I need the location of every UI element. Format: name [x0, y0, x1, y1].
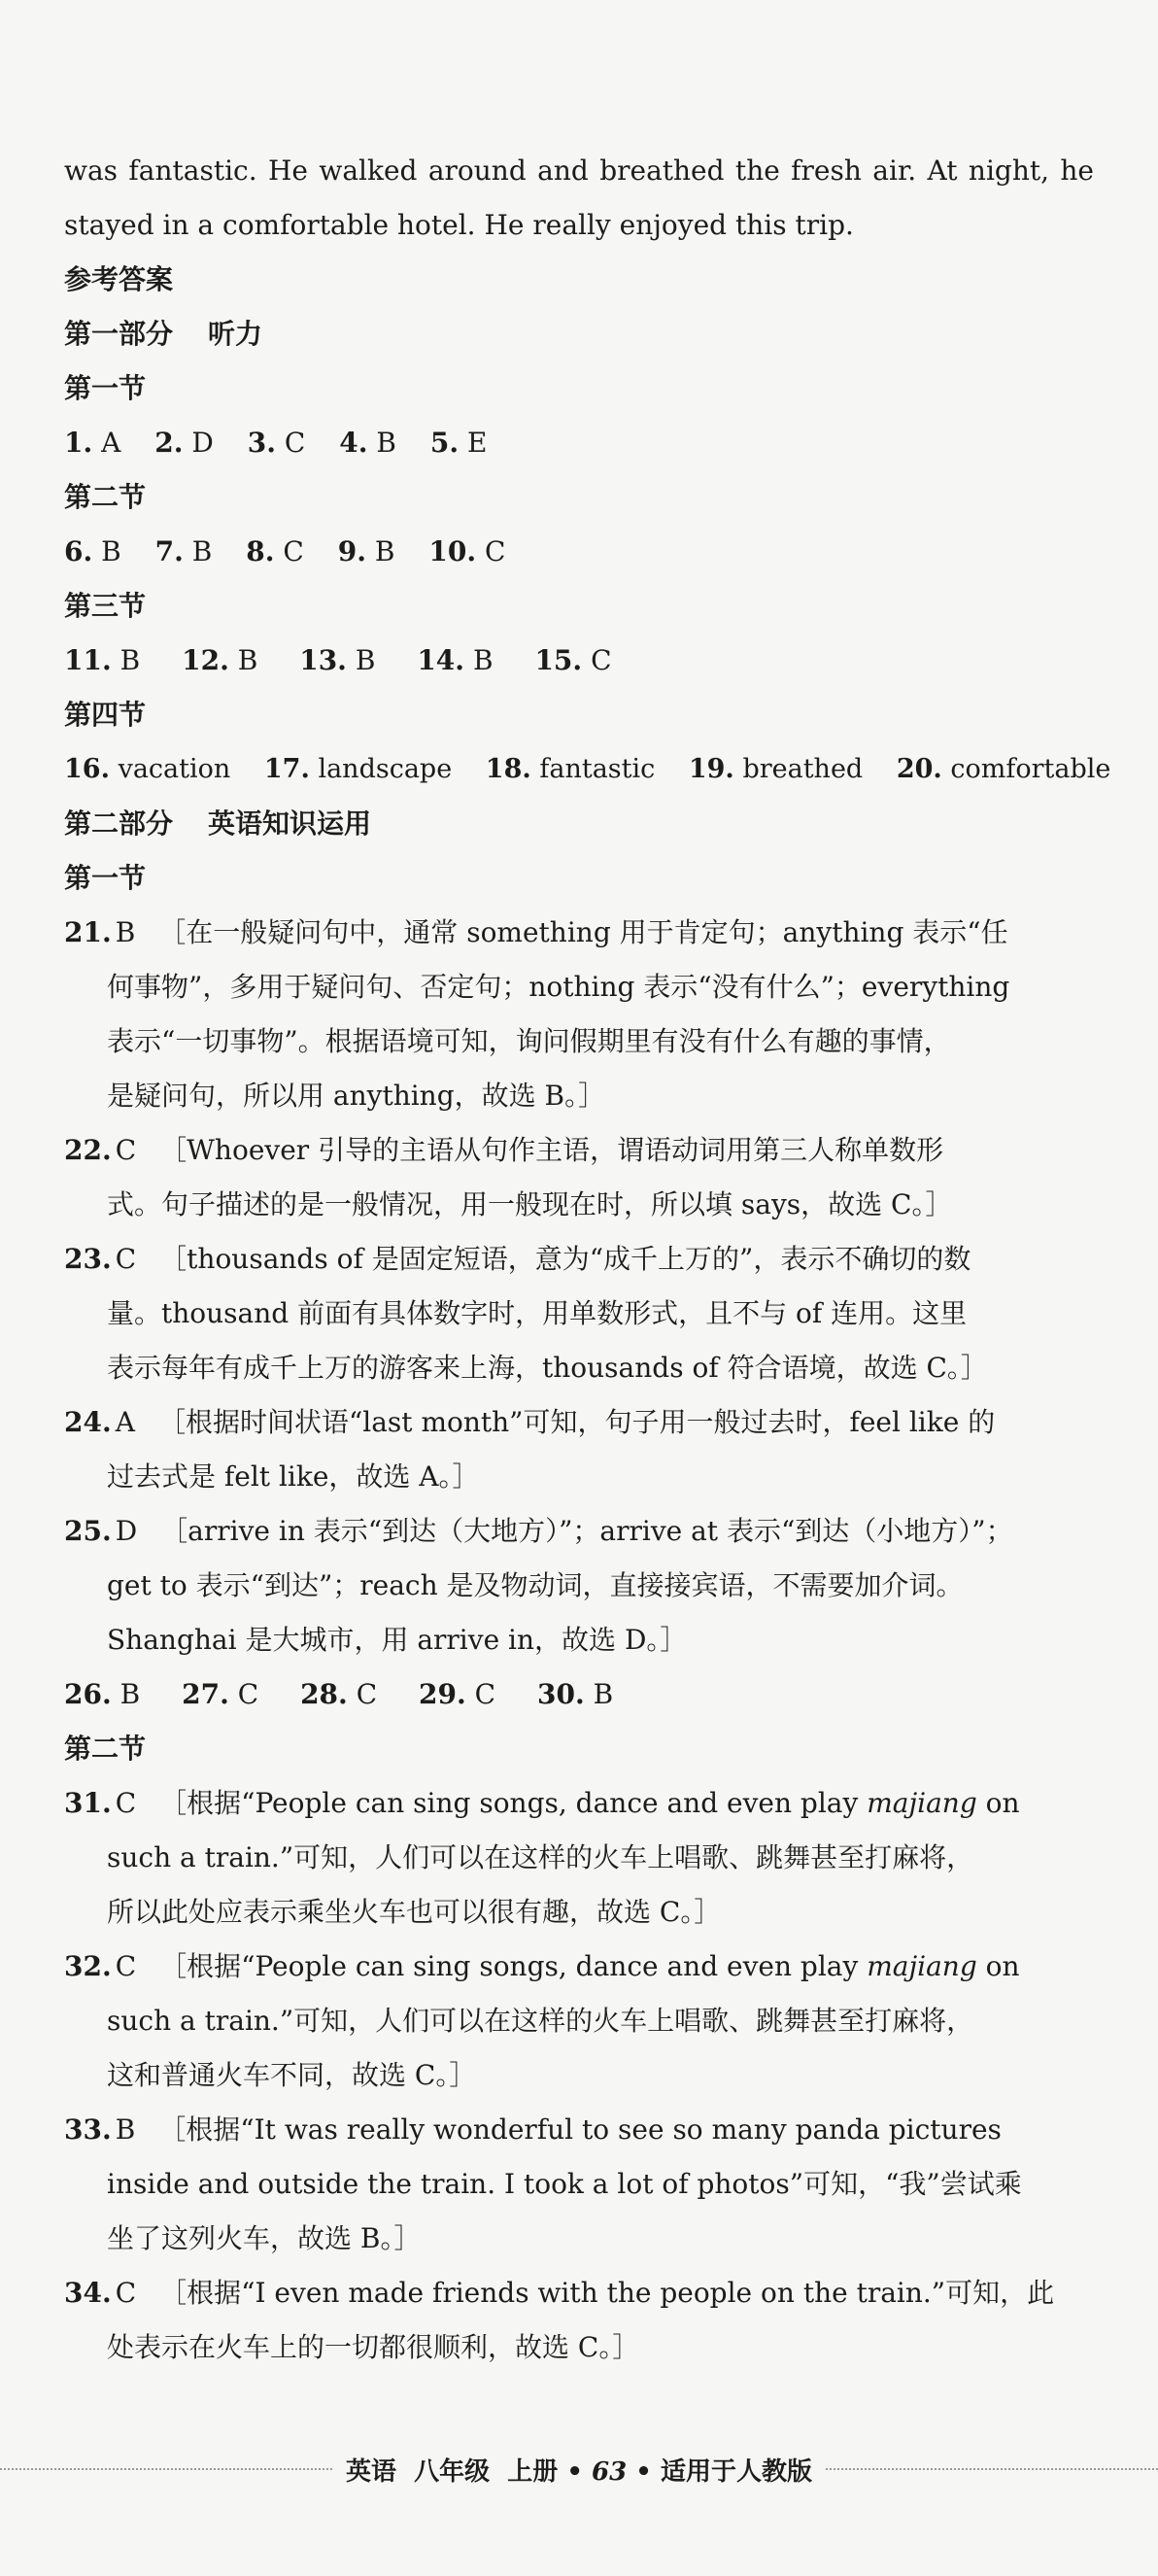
explanation-line: ［根据“I even made friends with the people on the train.”可知，此: [159, 2277, 1055, 2309]
explanation-line: on: [976, 1950, 1020, 1982]
section-heading: 第三节: [64, 590, 147, 622]
explanation-line: 过去式是 felt like，故选 A。］: [107, 1460, 480, 1493]
answer-item: 17. landscape: [263, 754, 453, 784]
explanation-line: ［arrive in 表示“到达（大地方）”；arrive at 表示“到达（小地方）”；: [160, 1515, 1013, 1547]
explanation-line: 所以此处应表示乘坐火车也可以很有趣，故选 C。］: [107, 1896, 722, 1928]
answer-item: 19. breathed: [688, 754, 864, 784]
explanation-line: 是疑问句，所以用 anything，故选 B。］: [107, 1080, 606, 1112]
answer-item: 7. B: [154, 535, 213, 567]
question-answer: C: [115, 1134, 137, 1166]
answer-item: 26. B: [64, 1678, 141, 1710]
explanation-line: 坐了这列火车，故选 B。］: [107, 2222, 422, 2254]
question-number: 31.: [64, 1787, 112, 1819]
question-explanation: [64, 1395, 1094, 1504]
explanation-line: ［根据“It was really wonderful to see so many panda pictures: [158, 2113, 1002, 2146]
answer-item: 8. C: [246, 535, 304, 567]
answer-item: 2. D: [154, 427, 214, 459]
answer-item: 29. C: [419, 1678, 496, 1710]
question-explanation: [64, 2266, 1094, 2375]
explanation-line: 表示“一切事物”。根据语境可知，询问假期里有没有什么有趣的事情，: [107, 1025, 951, 1057]
answer-item: 20. comfortable: [896, 754, 1111, 784]
section-heading: 第一节: [64, 372, 147, 404]
answer-item: 27. C: [182, 1678, 259, 1710]
answer-row: [64, 742, 1111, 797]
explanation-line: 这和普通火车不同，故选 C。］: [107, 2059, 477, 2091]
question-number: 23.: [64, 1243, 112, 1275]
question-number: 33.: [64, 2113, 112, 2146]
question-answer: C: [115, 1950, 137, 1982]
question-answer: A: [115, 1406, 135, 1438]
page-number: 63: [592, 2456, 628, 2487]
question-answer: C: [115, 1787, 137, 1819]
question-explanation: [64, 1232, 1094, 1395]
section-heading: 第一节: [64, 862, 147, 894]
footer-edition: 适用于人教版: [660, 2456, 812, 2487]
explanation-line: ［thousands of 是固定短语，意为“成千上万的”，表示不确切的数: [159, 1243, 971, 1275]
footer-subject: 英语: [346, 2456, 397, 2487]
answer-item: 13. B: [299, 644, 376, 676]
explanation-line: ［在一般疑问句中，通常 something 用于肯定句；anything 表示“任: [158, 916, 1008, 948]
answer-row: [64, 1667, 1094, 1722]
explanation-line: ［根据“People can sing songs, dance and even play: [159, 1787, 868, 1819]
question-explanation: [64, 2103, 1094, 2266]
question-answer: C: [115, 1243, 137, 1275]
part-heading: [64, 797, 1094, 851]
answer-item: 11. B: [64, 644, 141, 676]
footer-text: 英语 八年级 上册 • 63 • 适用于人教版: [346, 2456, 812, 2487]
explanation-line: 式。句子描述的是一般情况，用一般现在时，所以填 says，故选 C。］: [107, 1188, 953, 1220]
answer-item: 15. C: [534, 644, 612, 676]
answer-item: 30. B: [537, 1678, 614, 1710]
answer-item: 1. A: [64, 427, 121, 459]
footer-divider: [826, 2468, 1158, 2470]
question-number: 24.: [64, 1406, 112, 1438]
question-number: 32.: [64, 1950, 112, 1982]
explanation-line: such a train.”可知，人们可以在这样的火车上唱歌、跳舞甚至打麻将，: [107, 1841, 974, 1873]
question-answer: D: [115, 1515, 138, 1547]
explanation-line: inside and outside the train. I took a lot of photos”可知，“我”尝试乘: [107, 2168, 1022, 2200]
part-name: 英语知识运用: [208, 807, 372, 840]
answer-row: [64, 416, 1094, 470]
answer-item: 12. B: [182, 644, 258, 676]
explanation-line: ［根据时间状语“last month”可知，句子用一般过去时，feel like 的: [157, 1406, 996, 1438]
explanation-line: ［Whoever 引导的主语从句作主语，谓语动词用第三人称单数形: [159, 1134, 944, 1166]
footer-volume: 上册: [507, 2456, 559, 2487]
answer-row: [64, 634, 1094, 688]
question-explanation: [64, 1504, 1094, 1667]
question-answer: C: [115, 2277, 137, 2309]
explanation-italic: majiang: [867, 1950, 977, 1982]
answer-item: 16. vacation: [64, 754, 231, 784]
answer-item: 5. E: [429, 427, 488, 459]
question-answer: B: [115, 916, 136, 948]
answer-item: 18. fantastic: [485, 754, 656, 784]
explanation-line: Shanghai 是大城市，用 arrive in，故选 D。］: [107, 1624, 688, 1656]
answer-item: 14. B: [417, 644, 494, 676]
question-number: 25.: [64, 1515, 112, 1547]
question-answer: B: [115, 2113, 136, 2146]
explanation-line: get to 表示“到达”；reach 是及物动词，直接接宾语，不需要加介词。: [107, 1569, 964, 1601]
explanation-line: 表示每年有成千上万的游客来上海，thousands of 符合语境，故选 C。］: [107, 1352, 988, 1384]
page-content: [64, 144, 1111, 2375]
part-label: 第一部分: [64, 318, 174, 350]
answer-item: 3. C: [247, 427, 306, 459]
passage-line: stayed in a comfortable hotel. He really enjoyed this trip.: [64, 209, 854, 241]
explanation-line: ［根据“People can sing songs, dance and even play: [159, 1950, 868, 1982]
page-footer: [0, 2452, 1158, 2487]
section-heading: 第二节: [64, 1733, 147, 1765]
footer-grade: 八年级: [414, 2456, 491, 2487]
question-explanation: [64, 1940, 1094, 2103]
explanation-line: on: [976, 1787, 1020, 1819]
question-number: 34.: [64, 2277, 112, 2309]
answer-key-title: 参考答案: [64, 263, 174, 295]
explanation-line: 处表示在火车上的一切都很顺利，故选 C。］: [107, 2331, 640, 2363]
answer-item: 10. C: [428, 535, 506, 567]
part-name: 听力: [208, 318, 263, 350]
section-heading: 第四节: [64, 699, 147, 731]
footer-divider: [0, 2468, 332, 2470]
question-explanation: [64, 1123, 1094, 1232]
answer-item: 4. B: [339, 427, 396, 459]
question-explanation: [64, 1776, 1094, 1940]
answer-row: [64, 525, 1094, 579]
part-heading: [64, 307, 1094, 361]
explanation-line: 何事物”，多用于疑问句、否定句；nothing 表示“没有什么”；everything: [107, 971, 1010, 1003]
explanation-italic: majiang: [867, 1787, 977, 1819]
answer-item: 6. B: [64, 535, 121, 567]
part-label: 第二部分: [64, 807, 174, 840]
passage-line: was fantastic. He walked around and breathed the fresh air. At night, he: [64, 155, 1094, 187]
answer-item: 28. C: [300, 1678, 378, 1710]
section-heading: 第二节: [64, 481, 147, 513]
question-explanation: [64, 906, 1094, 1123]
question-number: 22.: [64, 1134, 112, 1166]
question-number: 21.: [64, 916, 112, 948]
answer-item: 9. B: [337, 535, 395, 567]
explanation-line: 量。thousand 前面有具体数字时，用单数形式，且不与 of 连用。这里: [107, 1297, 968, 1329]
explanation-line: such a train.”可知，人们可以在这样的火车上唱歌、跳舞甚至打麻将，: [107, 2005, 974, 2037]
